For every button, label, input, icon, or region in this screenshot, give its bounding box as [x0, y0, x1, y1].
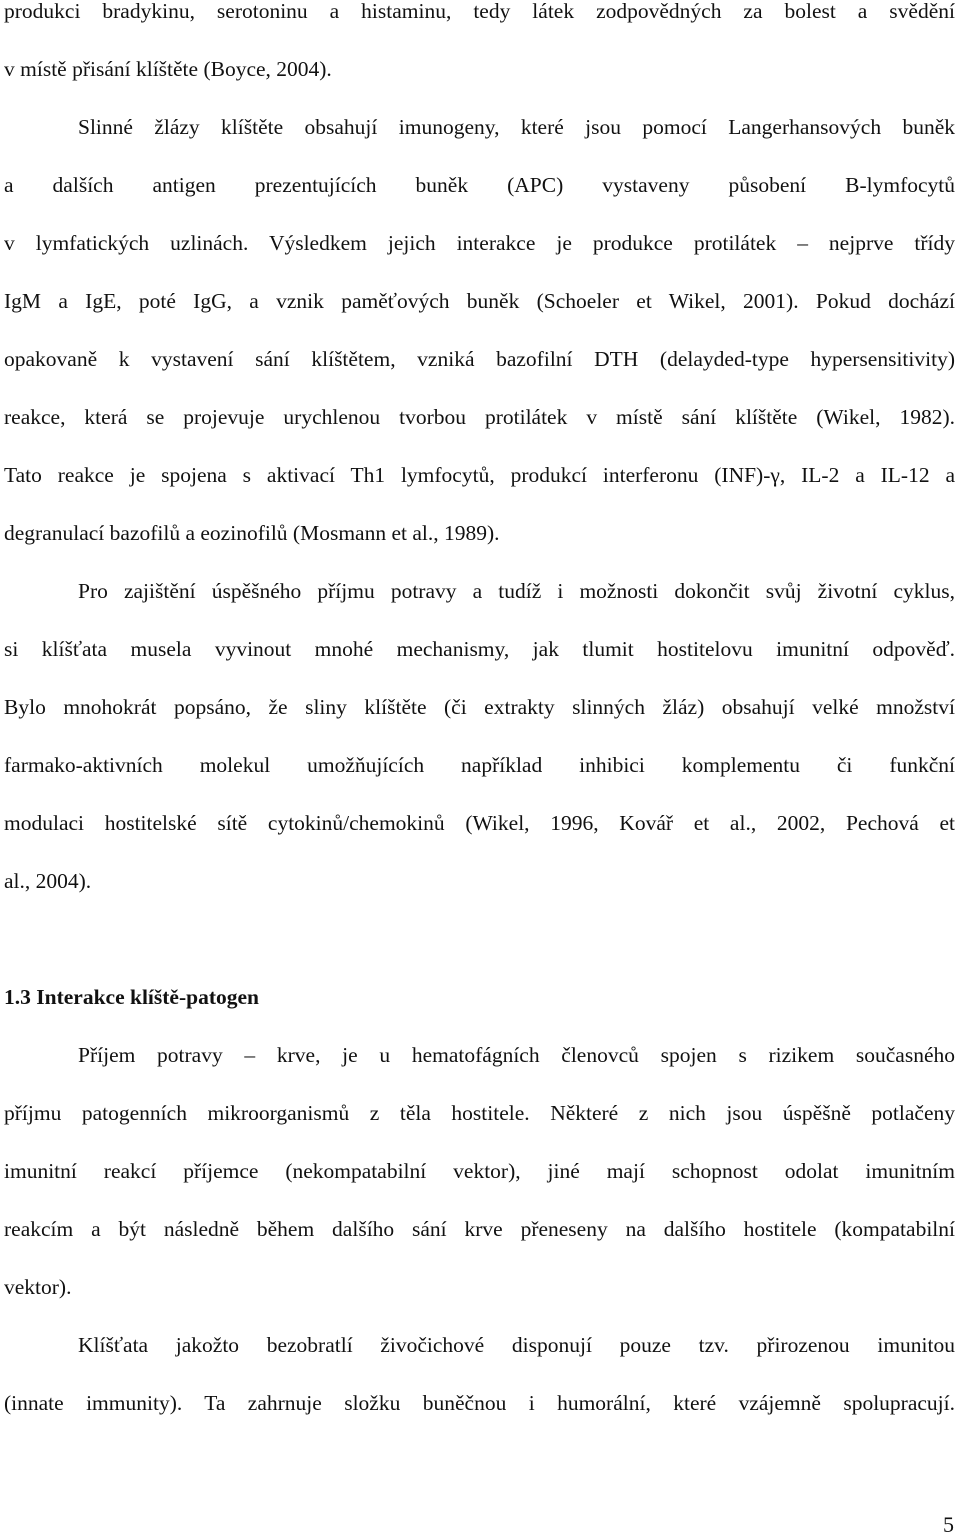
text-line: Pro zajištění úspěšného příjmu potravy a tudíž i možnosti dokončit svůj životní cyklus,	[78, 579, 955, 603]
section-heading: 1.3 Interakce klíště-patogen	[4, 985, 259, 1009]
text-line: IgM a IgE, poté IgG, a vznik paměťových buněk (Schoeler et Wikel, 2001). Pokud dochází	[4, 289, 955, 313]
text-line: imunitní reakcí příjemce (nekompatabilní vektor), jiné mají schopnost odolat imunitním	[4, 1159, 955, 1183]
text-line: produkci bradykinu, serotoninu a histaminu, tedy látek zodpovědných za bolest a svědění	[4, 0, 955, 23]
text-line: a dalších antigen prezentujících buněk (APC) vystaveny působení B-lymfocytů	[4, 173, 955, 197]
text-line: Příjem potravy – krve, je u hematofágních členovců spojen s rizikem současného	[78, 1043, 955, 1067]
text-line: opakovaně k vystavení sání klíštětem, vzniká bazofilní DTH (delayded-type hypersensitivity)	[4, 347, 955, 371]
text-line: degranulací bazofilů a eozinofilů (Mosmann et al., 1989).	[4, 521, 500, 545]
text-line: farmako-aktivních molekul umožňujících například inhibici komplementu či funkční	[4, 753, 955, 777]
text-line: si klíšťata musela vyvinout mnohé mechanismy, jak tlumit hostitelovu imunitní odpověď.	[4, 637, 955, 661]
text-line: Bylo mnohokrát popsáno, že sliny klíštěte (či extrakty slinných žláz) obsahují velké množství	[4, 695, 955, 719]
text-line: v lymfatických uzlinách. Výsledkem jejich interakce je produkce protilátek – nejprve třídy	[4, 231, 955, 255]
text-line: (innate immunity). Ta zahrnuje složku buněčnou i humorální, které vzájemně spolupracují.	[4, 1391, 955, 1415]
text-line: v místě přisání klíštěte (Boyce, 2004).	[4, 57, 332, 81]
text-line: Klíšťata jakožto bezobratlí živočichové disponují pouze tzv. přirozenou imunitou	[78, 1333, 955, 1357]
page-number: 5	[943, 1512, 954, 1537]
text-line: příjmu patogenních mikroorganismů z těla hostitele. Některé z nich jsou úspěšně potlačeny	[4, 1101, 955, 1125]
text-line: Tato reakce je spojena s aktivací Th1 lymfocytů, produkcí interferonu (INF)-γ, IL-2 a IL-12 a	[4, 463, 955, 487]
text-line: reakce, která se projevuje urychlenou tvorbou protilátek v místě sání klíštěte (Wikel, 1982).	[4, 405, 955, 429]
text-line: vektor).	[4, 1275, 72, 1299]
text-line: Slinné žlázy klíštěte obsahují imunogeny, které jsou pomocí Langerhansových buněk	[78, 115, 955, 139]
text-line: reakcím a být následně během dalšího sání krve přeneseny na dalšího hostitele (kompatabilní	[4, 1217, 955, 1241]
text-line: modulaci hostitelské sítě cytokinů/chemokinů (Wikel, 1996, Kovář et al., 2002, Pechová et	[4, 811, 955, 835]
text-line: al., 2004).	[4, 869, 92, 893]
